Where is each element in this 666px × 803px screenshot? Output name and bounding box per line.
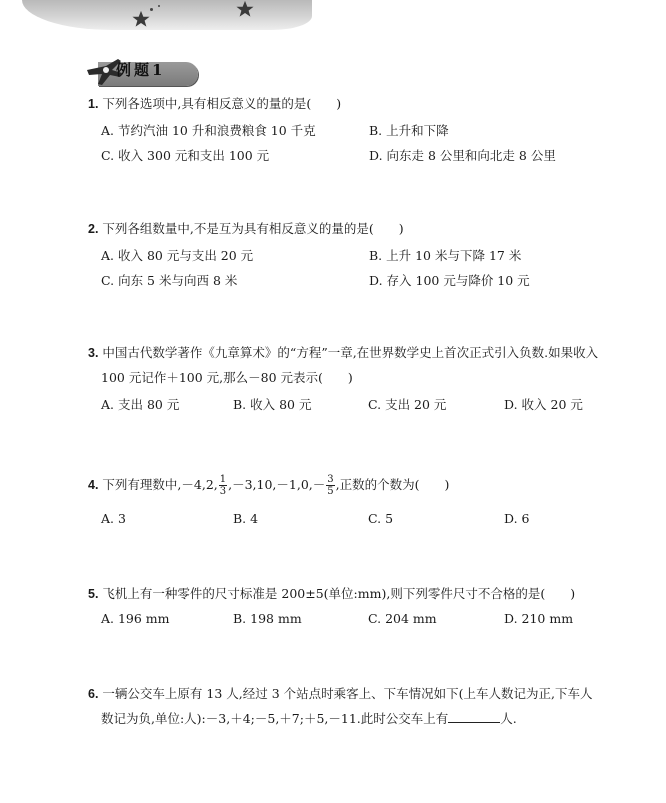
dot-decoration [150,8,153,11]
question-stem: 飞机上有一种零件的尺寸标准是 200±5(单位:mm),则下列零件尺寸不合格的是( ) [102,586,576,601]
option-b: B. 198 mm [233,611,302,626]
dot-decoration [158,5,160,7]
option-d: D. 向东走 8 公里和向北走 8 公里 [369,148,556,163]
option-b: B. 上升和下降 [369,123,449,138]
question-number: 2. [88,222,99,236]
question-stem-part-2: ,－3,10,－1,0,－ [228,477,326,492]
question-3 [88,344,648,362]
option-a: A. 支出 80 元 [101,397,180,412]
question-stem-part-1: 下列有理数中,－4,2, [102,477,218,492]
example-badge [84,56,202,90]
answer-blank[interactable] [448,710,500,723]
option-a: A. 3 [101,511,126,526]
option-c: C. 收入 300 元和支出 100 元 [101,148,270,163]
question-stem-line-1: 中国古代数学著作《九章算术》的“方程”一章,在世界数学史上首次正式引入负数.如果收入 [102,345,599,360]
question-number: 6. [88,687,99,701]
question-stem-line-2-text: 数记为负,单位:人):－3,＋4;－5,＋7;＋5,－11.此时公交车上有 [101,711,449,726]
question-stem-line-2 [101,710,661,728]
option-b: B. 收入 80 元 [233,397,312,412]
option-a: A. 节约汽油 10 升和浪费粮食 10 千克 [101,123,316,138]
question-2 [88,220,648,238]
option-d: D. 210 mm [504,611,574,626]
question-5 [88,585,648,603]
option-d: D. 收入 20 元 [504,397,583,412]
option-d: D. 存入 100 元与降价 10 元 [369,273,530,288]
fraction-denominator: 5 [327,486,334,497]
question-stem-line-1: 一辆公交车上原有 13 人,经过 3 个站点时乘客上、下车情况如下(上车人数记为正,下车人 [102,686,593,701]
question-6 [88,685,648,703]
option-b: B. 4 [233,511,259,526]
question-stem-part-3: ,正数的个数为( ) [335,477,450,492]
fraction-one-third [219,474,227,497]
star-icon [132,10,150,28]
option-a: A. 收入 80 元与支出 20 元 [101,248,254,263]
option-b: B. 上升 10 米与下降 17 米 [369,248,522,263]
question-stem: 下列各选项中,具有相反意义的量的是( ) [102,96,342,111]
question-4 [88,474,648,497]
option-c: C. 204 mm [368,611,437,626]
question-stem-line-2-end: 人. [500,711,517,726]
question-number: 4. [88,478,99,492]
question-number: 3. [88,346,99,360]
fraction-three-fifths [326,474,334,497]
star-icon [236,0,254,18]
header-decoration-band [22,0,312,30]
option-c: C. 向东 5 米与向西 8 米 [101,273,238,288]
question-stem: 下列各组数量中,不是互为具有相反意义的量的是( ) [102,221,404,236]
option-a: A. 196 mm [101,611,170,626]
fraction-numerator: 3 [327,474,334,485]
option-d: D. 6 [504,511,530,526]
question-1 [88,95,648,113]
fraction-denominator: 3 [219,486,227,497]
fraction-numerator: 1 [219,474,227,485]
option-c: C. 支出 20 元 [368,397,447,412]
option-c: C. 5 [368,511,394,526]
question-number: 1. [88,97,99,111]
badge-label: 例题1 [116,61,166,79]
question-number: 5. [88,587,99,601]
question-stem-line-2: 100 元记作＋100 元,那么－80 元表示( ) [101,370,353,385]
